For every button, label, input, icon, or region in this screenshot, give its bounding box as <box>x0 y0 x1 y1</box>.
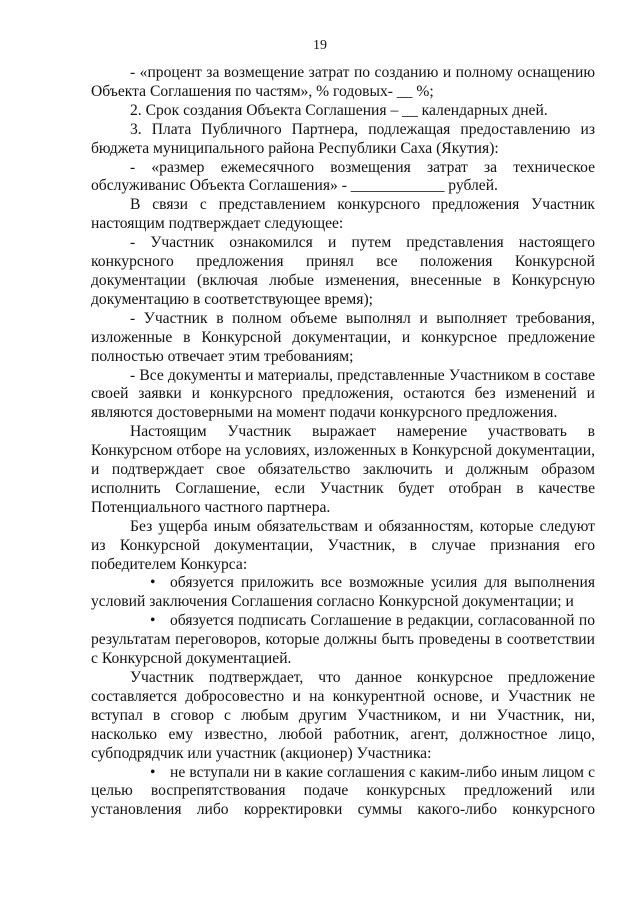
list-item-best-efforts <box>91 574 595 612</box>
list-item-text: обязуется подписать Соглашение в редакции, согласованной по результатам переговоров, которые должны быть проведены в соответствии с Конкурсной документацией. <box>91 612 595 668</box>
paragraph-intent-to-participate: Настоящим Участник выражает намерение участвовать в Конкурсном отборе на условиях, изложенных в Конкурсной документации, и подтверждает свое обязательство заключить и должным образом исполнить Соглашение, если Участник будет отобран в качестве Потенциального частного партнера. <box>91 423 595 516</box>
list-item-no-collusion <box>91 764 595 821</box>
page-number: 19 <box>313 38 327 53</box>
list-item-sign-agreement <box>91 612 595 669</box>
paragraph-documents-valid: - Все документы и материалы, представленные Участником в составе своей заявки и конкурсного предложения, остаются без изменений и являются достоверными на момент подачи конкурсного предложения. <box>91 366 595 422</box>
paragraph-obligations-intro: Без ущерба иным обязательствам и обязанностям, которые следуют из Конкурсной документации, Участник, в случае признания его победителем Конкурса: <box>91 517 595 573</box>
list-item-text: не вступали ни в какие соглашения с каким-либо иным лицом с целью воспрепятствования подаче конкурсных предложений или установления либо корректировки суммы какого-либо конкурсного <box>91 763 595 819</box>
bullet-icon: • <box>150 763 156 781</box>
paragraph-construction-term: 2. Срок создания Объекта Соглашения – __ календарных дней. <box>130 101 548 119</box>
bullet-icon: • <box>150 574 156 592</box>
list-item-text: обязуется приложить все возможные усилия для выполнения условий заключения Соглашения согласно Конкурсной документации; и <box>91 574 595 611</box>
bullet-icon: • <box>150 612 156 630</box>
page-body <box>91 64 595 820</box>
paragraph-good-faith: Участник подтверждает, что данное конкурсное предложение составляется добросовестно и на конкурентной основе, и Участник не вступал в сговор с любым другим Участником, и ни Участник, ни, насколько ему известно, любой работник, агент, должностное лицо, субподрядчик или участник (акционер) Участника: <box>91 669 595 762</box>
paragraph-reimbursement-percent: - «процент за возмещение затрат по созданию и полному оснащению Объекта Соглашения по частям», % годовых- __ %; <box>91 64 595 100</box>
paragraph-public-partner-payment: 3. Плата Публичного Партнера, подлежащая предоставлению из бюджета муниципального района Республики Саха (Якутия): <box>91 120 595 157</box>
paragraph-reviewed-documentation: - Участник ознакомился и путем представления настоящего конкурсного предложения принял все положения Конкурсной документации (включая любые изменения, внесенные в Конкурсную документацию в соответствующее время); <box>91 234 595 308</box>
paragraph-requirements-met: - Участник в полном объеме выполнял и выполняет требования, изложенные в Конкурсной документации, и конкурсное предложение полностью отвечает этим требованиям; <box>91 309 595 365</box>
paragraph-monthly-maintenance: - «размер ежемесячного возмещения затрат за техническое обслуживанис Объекта Соглашения» - ____________ рублей. <box>91 158 595 195</box>
paragraph-confirmation-intro: В связи с представлением конкурсного предложения Участник настоящим подтверждает следующее: <box>91 196 595 233</box>
